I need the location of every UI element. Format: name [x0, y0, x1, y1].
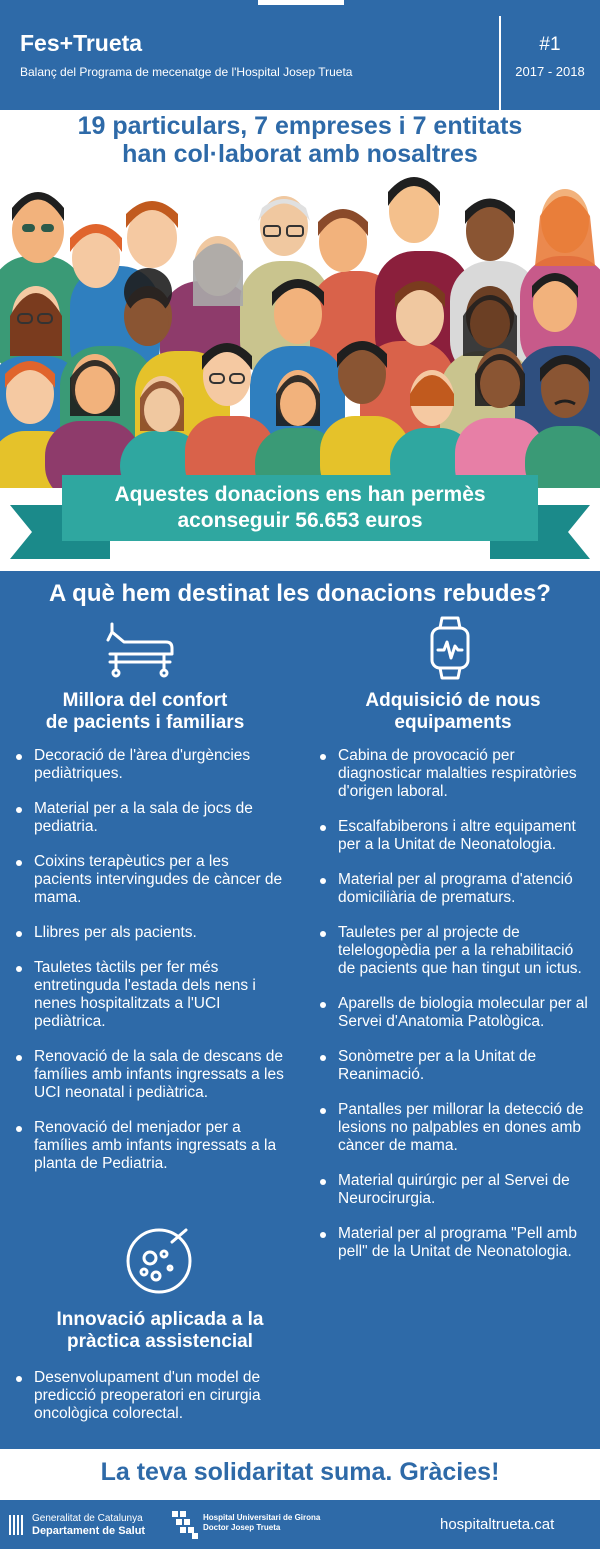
banner-line-2: aconseguir 56.653 euros	[177, 509, 423, 532]
list-item: Material quirúrgic per al Servei de Neurocirurgia.	[318, 1172, 590, 1208]
gencat-department: Departament de Salut	[32, 1525, 146, 1537]
innovation-items-list	[14, 1369, 300, 1440]
list-item: Material per a la sala de jocs de pediatria.	[14, 800, 284, 836]
list-item: Renovació de la sala de descans de famílies amb infants ingressats a les UCI neonatal i pediàtrica.	[14, 1048, 284, 1102]
collaborators-headline	[0, 112, 600, 168]
crowd-illustration	[0, 166, 600, 488]
hospital-name: Hospital Universitari de Girona	[203, 1513, 321, 1522]
hospital-logo-icon	[172, 1511, 200, 1539]
headline-line-2: han col·laborat amb nosaltres	[122, 140, 478, 168]
gencat-name: Generalitat de Catalunya	[32, 1513, 143, 1524]
top-tab	[258, 0, 344, 5]
list-item: Sonòmetre per a la Unitat de Reanimació.	[318, 1048, 590, 1084]
list-item: Cabina de provocació per diagnosticar malalties respiratòries d'origen laboral.	[318, 747, 590, 801]
list-item: Tauletes per al projecte de telelogopèdia per a la rehabilitació de pacients que han tingut un ictus.	[318, 924, 590, 978]
footer	[0, 1500, 600, 1549]
donation-total-banner	[62, 475, 538, 541]
comfort-title-line-1: Millora del confort	[62, 690, 228, 711]
list-item: Material per al programa "Pell amb pell" de la Unitat de Neonatologia.	[318, 1225, 590, 1261]
innovation-title-line-2: pràctica assistencial	[67, 1331, 253, 1352]
list-item: Renovació del menjador per a famílies amb infants ingressats a la planta de Pediatria.	[14, 1119, 284, 1173]
list-item: Decoració de l'àrea d'urgències pediàtriques.	[14, 747, 284, 783]
hospital-bed-icon	[104, 620, 176, 678]
comfort-title-line-2: de pacients i familiars	[45, 712, 245, 733]
list-item: Aparells de biologia molecular per al Servei d'Anatomia Patològica.	[318, 995, 590, 1031]
equipment-section-title	[318, 690, 588, 734]
comfort-section-title	[10, 690, 280, 734]
issue-years: 2017 - 2018	[515, 64, 585, 79]
section-question: A què hem destinat les donacions rebudes?	[49, 580, 551, 607]
smartwatch-heartbeat-icon	[428, 614, 472, 682]
list-item: Llibres per als pacients.	[14, 924, 284, 942]
comfort-items-list	[14, 747, 284, 1190]
headline-line-1: 19 particulars, 7 empreses i 7 entitats	[77, 112, 523, 140]
gencat-logo-icon	[8, 1513, 26, 1537]
list-item: Coixins terapèutics per a les pacients intervingudes de càncer de mama.	[14, 853, 284, 907]
page-title: Fes+Trueta	[20, 30, 143, 56]
list-item: Escalfabiberons i altre equipament per a la Unitat de Neonatologia.	[318, 818, 590, 854]
equipment-title-line-2: equipaments	[394, 712, 512, 733]
list-item: Material per al programa d'atenció domiciliària de prematurs.	[318, 871, 590, 907]
website-link[interactable]: hospitaltrueta.cat	[440, 1516, 555, 1533]
hospital-doctor-name: Doctor Josep Trueta	[203, 1523, 281, 1532]
equipment-title-line-1: Adquisició de nous	[365, 690, 541, 711]
innovation-title-line-1: Innovació aplicada a la	[56, 1309, 264, 1330]
header-divider	[499, 16, 501, 110]
list-item: Pantalles per millorar la detecció de lesions no palpables en dones amb càncer de mama.	[318, 1101, 590, 1155]
list-item: Tauletes tàctils per fer més entretinguda l'estada dels nens i nenes hospitalitzats a l'UCI pediàtrica.	[14, 959, 284, 1031]
thanks-message: La teva solidaritat suma. Gràcies!	[100, 1458, 500, 1486]
banner-line-1: Aquestes donacions ens han permès	[114, 483, 486, 506]
issue-number: #1	[539, 34, 561, 55]
header	[0, 0, 600, 110]
equipment-items-list	[318, 747, 590, 1278]
innovation-section-title	[20, 1309, 300, 1353]
page-subtitle: Balanç del Programa de mecenatge de l'Hospital Josep Trueta	[20, 65, 353, 79]
list-item: Desenvolupament d'un model de predicció preoperatori en cirurgia oncològica colorectal.	[14, 1369, 300, 1423]
petri-dish-icon	[124, 1226, 194, 1296]
